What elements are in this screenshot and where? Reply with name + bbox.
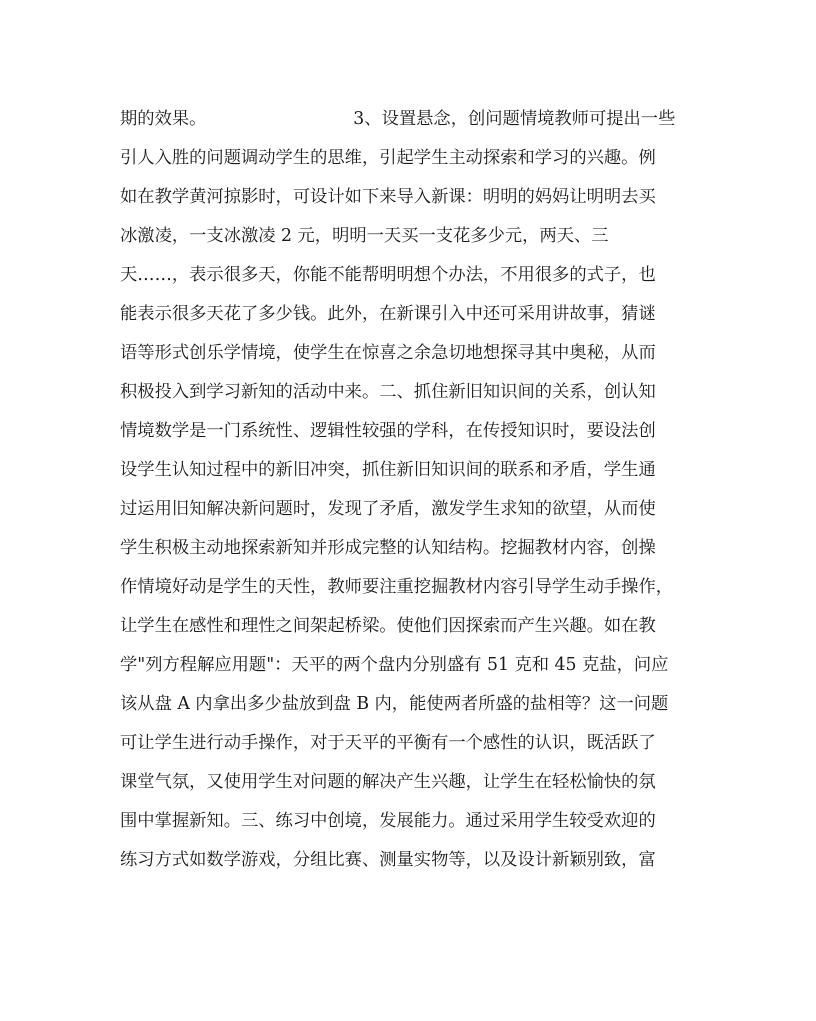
- text-line: 可让学生进行动手操作，对于天平的平衡有一个感性的认识，既活跃了: [120, 733, 656, 753]
- text-line: 练习方式如数学游戏，分组比赛、测量实物等，以及设计新颖别致，富: [120, 850, 656, 870]
- text-line: 能表示很多天花了多少钱。此外，在新课引入中还可采用讲故事，猜谜: [120, 304, 656, 324]
- text-line: 期的效果。 3、设置悬念，创问题情境教师可提出一些: [120, 109, 676, 129]
- text-line: 该从盘 A 内拿出多少盐放到盘 B 内，能使两者所盛的盐相等？这一问题: [120, 694, 669, 714]
- text-line: 学生积极主动地探索新知并形成完整的认知结构。挖掘教材内容，创操: [120, 538, 656, 558]
- text-line: 冰激凌，一支冰激凌 2 元，明明一天买一支花多少元，两天、三: [120, 226, 609, 246]
- text-line: 天……，表示很多天，你能不能帮明明想个办法，不用很多的式子，也: [120, 265, 656, 285]
- text-line: 语等形式创乐学情境，使学生在惊喜之余急切地想探寻其中奥秘，从而: [120, 343, 656, 363]
- text-line: 学"列方程解应用题"：天平的两个盘内分别盛有 51 克和 45 克盐，问应: [120, 655, 669, 675]
- text-line: 情境数学是一门系统性、逻辑性较强的学科，在传授知识时，要设法创: [120, 421, 656, 441]
- text-line: 课堂气氛，又使用学生对问题的解决产生兴趣，让学生在轻松愉快的氛: [120, 772, 656, 792]
- text-line: 引人入胜的问题调动学生的思维，引起学生主动探索和学习的兴趣。例: [120, 148, 656, 168]
- text-line: 设学生认知过程中的新旧冲突，抓住新旧知识间的联系和矛盾，学生通: [120, 460, 656, 480]
- text-line: 作情境好动是学生的天性，教师要注重挖掘教材内容引导学生动手操作，: [120, 577, 674, 597]
- text-line: 如在教学黄河掠影时，可设计如下来导入新课：明明的妈妈让明明去买: [120, 187, 656, 207]
- text-line: 过运用旧知解决新问题时，发现了矛盾，激发学生求知的欲望，从而使: [120, 499, 656, 519]
- text-line: 积极投入到学习新知的活动中来。二、抓住新旧知识间的关系，创认知: [120, 382, 656, 402]
- text-line: 让学生在感性和理性之间架起桥梁。使他们因探索而产生兴趣。如在教: [120, 616, 656, 636]
- body-text: [120, 100, 700, 880]
- text-line: 围中掌握新知。三、练习中创境，发展能力。通过采用学生较受欢迎的: [120, 811, 656, 831]
